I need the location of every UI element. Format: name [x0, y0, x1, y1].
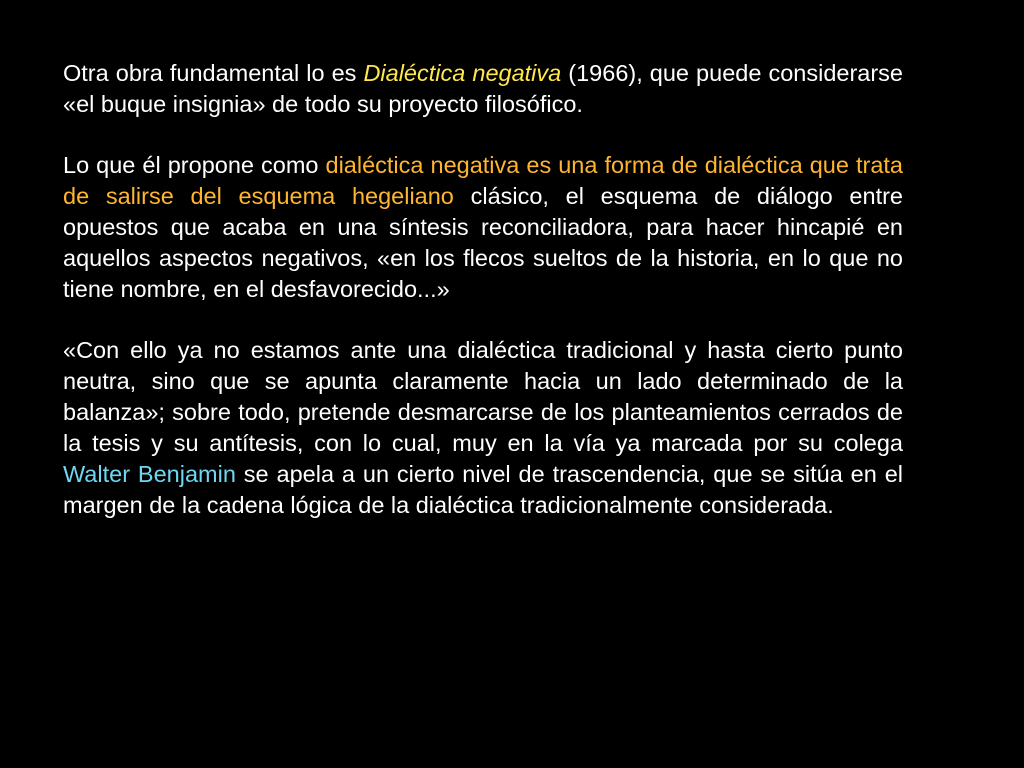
paragraph-3	[63, 335, 903, 521]
highlight-definition: dialéctica negativa es una forma de dialéctica que trata de salirse del esquema hegeliano	[63, 152, 903, 209]
paragraph-1-text-end: (1966), que puede considerarse «el buque insignia» de todo su proyecto filosófico.	[63, 60, 903, 117]
highlight-author-name: Walter Benjamin	[63, 461, 236, 487]
paragraph-2-text: Lo que él propone como	[63, 152, 326, 178]
paragraph-1	[63, 58, 903, 120]
paragraph-3-text: «Con ello ya no estamos ante una dialéctica tradicional y hasta cierto punto neutra, sino que se apunta claramente hacia un lado determinado de la balanza»; sobre todo, pretende desmarcarse de los planteamientos cerrados de la tesis y su antítesis, con lo cual, muy en la vía ya marcada por su colega	[63, 337, 903, 456]
paragraph-2	[63, 150, 903, 305]
paragraph-1-text: Otra obra fundamental lo es	[63, 60, 364, 86]
highlight-work-title: Dialéctica negativa	[363, 60, 562, 86]
paragraph-2-text-end: clásico, el esquema de diálogo entre opuestos que acaba en una síntesis reconciliadora, para hacer hincapié en aquellos aspectos negativos, «en los flecos sueltos de la historia, en lo que no tiene nombre, en el desfavorecido...»	[63, 183, 903, 302]
slide-text-body	[63, 58, 903, 551]
paragraph-3-text-end: se apela a un cierto nivel de trascendencia, que se sitúa en el margen de la cadena lógica de la dialéctica tradicionalmente considerada.	[63, 461, 904, 518]
